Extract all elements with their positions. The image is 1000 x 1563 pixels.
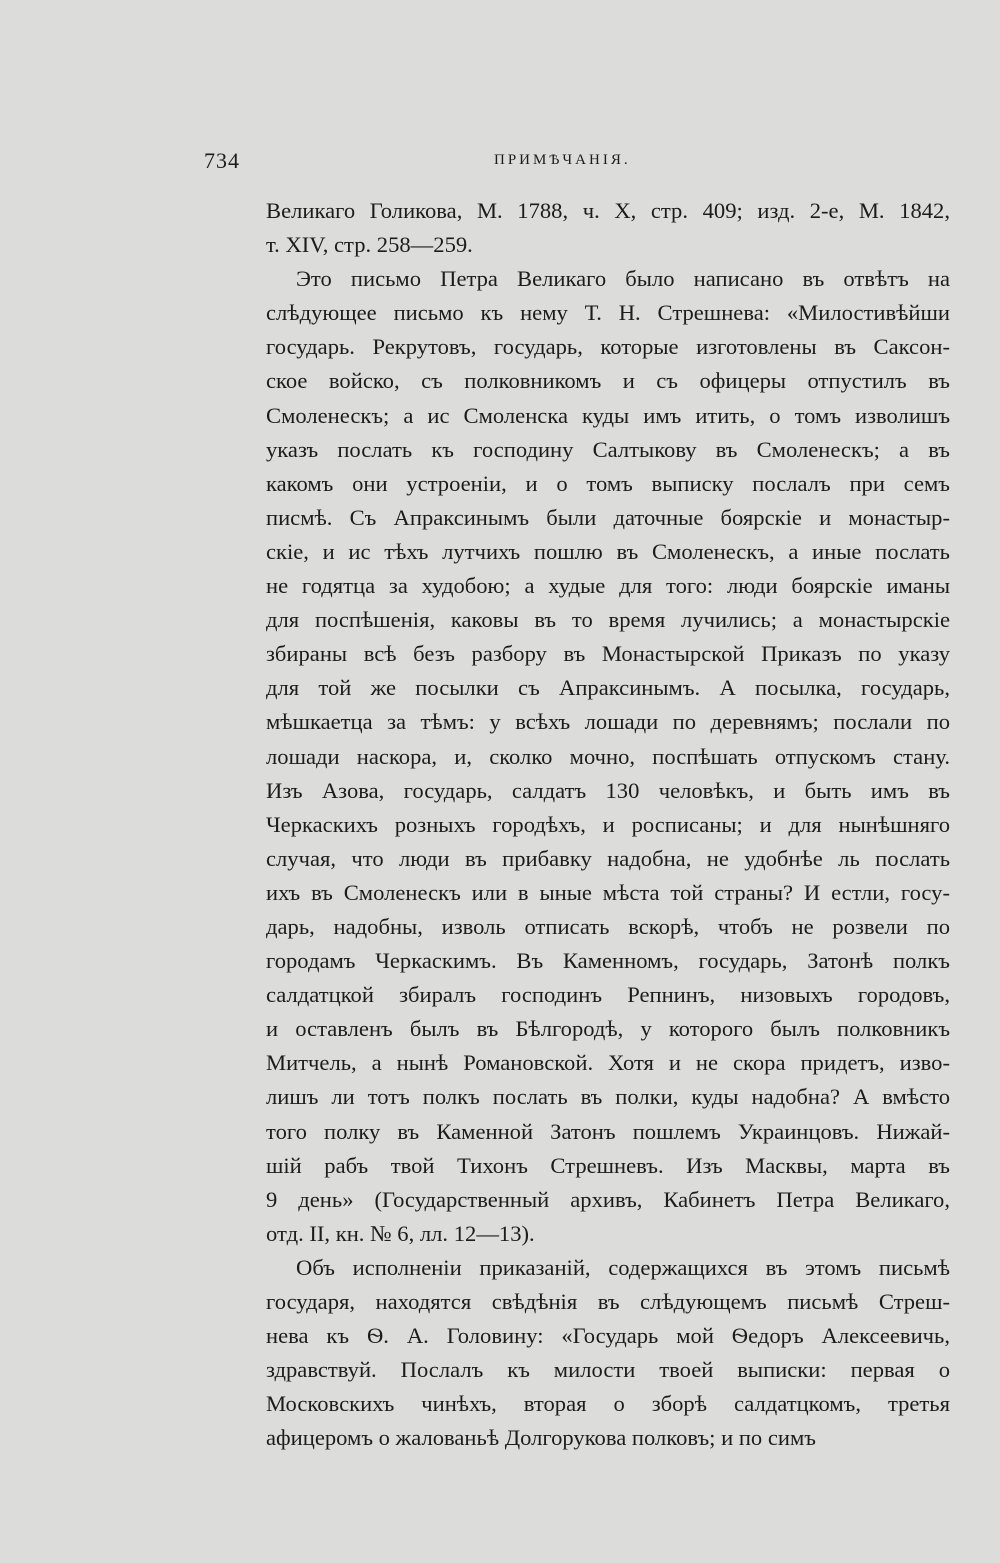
text-line: Это письмо Петра Великаго было написано въ отвѣтъ на	[296, 266, 950, 292]
text-line: збираны всѣ безъ разбору въ Монастырской Приказъ по указу	[266, 641, 950, 667]
text-line: государь. Рекрутовъ, государь, которые изготовлены въ Саксон-	[266, 334, 950, 360]
text-line: городамъ Черкаскимъ. Въ Каменномъ, государь, Затонѣ полкъ	[266, 948, 950, 974]
text-line: не годятца за худобою; а худые для того: люди боярскіе иманы	[266, 573, 950, 599]
text-line: т. XIV, стр. 258—259.	[266, 232, 473, 258]
paragraph	[266, 1251, 950, 1456]
paragraph	[266, 262, 950, 1251]
text-line: скіе, и ис тѣхъ лутчихъ пошлю въ Смоленескъ, а иные послать	[266, 538, 950, 564]
text-line: Московскихъ чинѣхъ, вторая о зборѣ салдатцкомъ, третья	[266, 1391, 950, 1417]
text-line: Объ исполненіи приказаній, содержащихся въ этомъ письмѣ	[296, 1254, 950, 1280]
text-line: лошади наскора, и, сколко мочно, поспѣшать отпускомъ стану.	[266, 743, 950, 769]
page-number: 734	[204, 148, 240, 173]
text-line: салдатцкой збиралъ господинъ Репнинъ, низовыхъ городовъ,	[266, 982, 950, 1008]
text-line: государя, находятся свѣдѣнія въ слѣдующемъ письмѣ Стреш-	[266, 1289, 950, 1314]
text-line: шій рабъ твой Тихонъ Стрешневъ. Изъ Масквы, марта въ	[266, 1152, 950, 1178]
text-line: Черкаскихъ розныхъ городѣхъ, и росписаны; и для нынѣшняго	[266, 811, 950, 837]
text-line: для поспѣшенія, каковы въ то время лучились; а монастырскіе	[266, 607, 950, 633]
text-line: писмѣ. Съ Апраксинымъ были даточные боярскіе и монастыр-	[266, 504, 950, 530]
running-head: ПРИМѢЧАНІЯ.	[494, 152, 631, 168]
body-text	[266, 194, 950, 1455]
page-header	[204, 148, 954, 178]
text-line: дарь, надобны, изволь отписать вскорѣ, чтобъ не розвели по	[266, 913, 950, 939]
text-line: слѣдующее письмо къ нему Т. Н. Стрешнева: «Милостивѣйши	[266, 300, 950, 326]
text-line: Митчель, а нынѣ Романовской. Хотя и не скора придетъ, изво-	[266, 1050, 950, 1076]
text-line: здравствуй. Послалъ къ милости твоей выписки: первая о	[266, 1357, 950, 1383]
text-line: мѣшкаетца за тѣмъ: у всѣхъ лошади по деревнямъ; послали по	[266, 709, 950, 735]
text-line: для той же посылки съ Апраксинымъ. А посылка, государь,	[266, 675, 950, 701]
paragraph	[266, 194, 950, 262]
text-line: какомъ они устроеніи, и о томъ выписку послалъ при семъ	[266, 470, 950, 496]
text-line: случая, что люди въ прибавку надобна, не удобнѣе ль послать	[266, 845, 950, 871]
text-line: Изъ Азова, государь, салдатъ 130 человѣкъ, и быть имъ въ	[266, 777, 950, 803]
text-line: и оставленъ былъ въ Бѣлгородѣ, у которого былъ полковникъ	[266, 1016, 950, 1042]
text-line: отд. II, кн. № 6, лл. 12—13).	[266, 1220, 535, 1246]
text-line: лишъ ли тотъ полкъ послать въ полки, куды надобна? А вмѣсто	[266, 1084, 950, 1110]
text-line: 9 день» (Государственный архивъ, Кабинетъ Петра Великаго,	[266, 1186, 950, 1212]
text-line: того полку въ Каменной Затонъ пошлемъ Украинцовъ. Нижай-	[266, 1118, 950, 1144]
text-line: ихъ въ Смоленескъ или в ыные мѣста той страны? И естли, госу-	[266, 879, 950, 905]
text-line: Великаго Голикова, М. 1788, ч. X, стр. 409; изд. 2-е, М. 1842,	[266, 198, 950, 223]
text-line: ское войско, съ полковникомъ и съ офицеры отпустилъ въ	[266, 368, 950, 394]
text-line: нева къ Ѳ. А. Головину: «Государь мой Ѳедоръ Алексеевичь,	[266, 1323, 950, 1349]
text-line: указъ послать къ господину Салтыкову въ Смоленескъ; а въ	[266, 436, 950, 462]
text-line: афицеромъ о жалованьѣ Долгорукова полковъ; и по симъ	[266, 1425, 816, 1451]
text-line: Смоленескъ; а ис Смоленска куды имъ итить, о томъ изволишъ	[266, 402, 950, 428]
